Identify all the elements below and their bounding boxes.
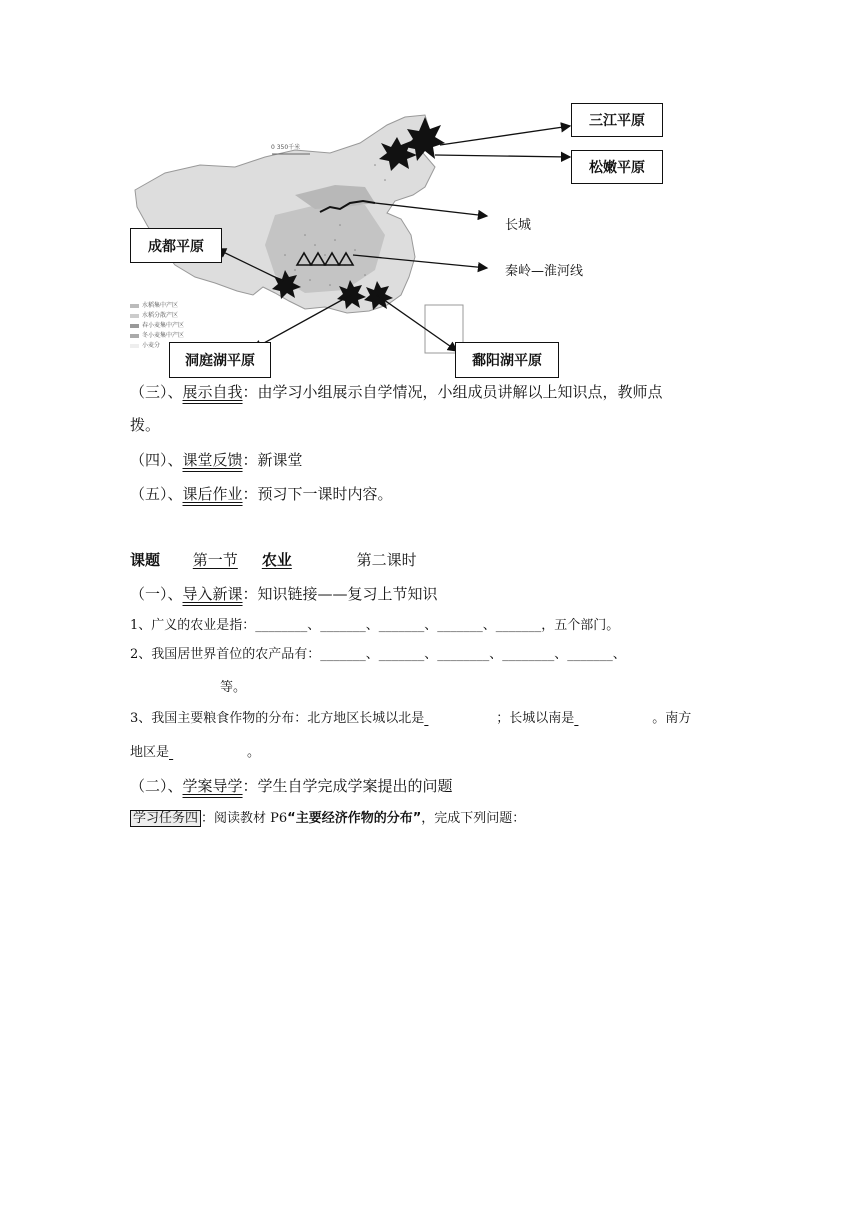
task-4-box: 学习任务四 — [130, 810, 201, 827]
question-1: 1、广义的农业是指：________、_______、_______、_______、_______，五个部门。 — [130, 618, 620, 633]
part-1-heading: 导入新课 — [182, 585, 243, 603]
blank — [574, 709, 652, 729]
section-4: （四）、课堂反馈：新课堂 — [130, 451, 303, 469]
legend-item: 春小麦集中产区 — [130, 320, 184, 329]
label-sanjiang: 三江平原 — [571, 103, 663, 137]
question-2: 2、我国居世界首位的农产品有：_______、_______、________、________、_______、 — [130, 647, 626, 662]
legend-item: 水稻集中产区 — [130, 300, 178, 309]
part-2: （二）、学案导学：学生自学完成学案提出的问题 — [130, 777, 453, 795]
label-chengdu: 成都平原 — [130, 228, 222, 263]
arrow-changcheng — [375, 203, 487, 216]
section-3: （三）、展示自我：由学习小组展示自学情况，小组成员讲解以上知识点，教师点 — [130, 383, 663, 401]
arrow-sanjiang — [440, 126, 570, 145]
lesson-section: 第一节 — [192, 551, 238, 569]
question-3: 3、我国主要粮食作物的分布：北方地区长城以北是 ；长城以南是 。南方 — [130, 709, 691, 729]
task-4: 学习任务四 ：阅读教材 P6“主要经济作物的分布”，完成下列问题： — [130, 809, 525, 829]
arrow-songnen — [435, 155, 570, 157]
legend-item: 冬小麦集中产区 — [130, 330, 184, 339]
task-4-quote: “主要经济作物的分布” — [287, 811, 422, 826]
blank — [424, 709, 496, 729]
lesson-period: 第二课时 — [356, 551, 417, 569]
section-5: （五）、课后作业：预习下一课时内容。 — [130, 485, 393, 503]
legend-item: 小麦分 — [130, 340, 160, 349]
label-changcheng: 长城 — [505, 218, 532, 233]
label-songnen: 松嫩平原 — [571, 150, 663, 184]
section-5-heading: 课后作业 — [182, 485, 243, 503]
label-poyang: 鄱阳湖平原 — [455, 342, 559, 378]
section-3-heading: 展示自我 — [182, 383, 243, 401]
part-1: （一）、导入新课：知识链接——复习上节知识 — [130, 585, 438, 603]
lesson-heading — [130, 550, 417, 570]
map-scale: 0 350千米 — [271, 144, 301, 151]
arrow-poyang — [377, 295, 457, 351]
question-2-cont: 等。 — [220, 680, 247, 695]
part-2-heading: 学案导学 — [182, 777, 243, 795]
section-3-cont: 拨。 — [130, 416, 161, 434]
lesson-topic: 农业 — [261, 551, 292, 569]
legend-item: 水稻分散产区 — [130, 310, 178, 319]
label-dongting: 洞庭湖平原 — [169, 342, 271, 378]
keti-label: 课题 — [130, 551, 161, 569]
agriculture-map — [125, 95, 725, 380]
label-qinling: 秦岭—淮河线 — [505, 264, 584, 279]
question-3-cont: 地区是 。 — [130, 743, 260, 763]
blank — [169, 743, 247, 763]
section-4-heading: 课堂反馈 — [182, 451, 243, 469]
